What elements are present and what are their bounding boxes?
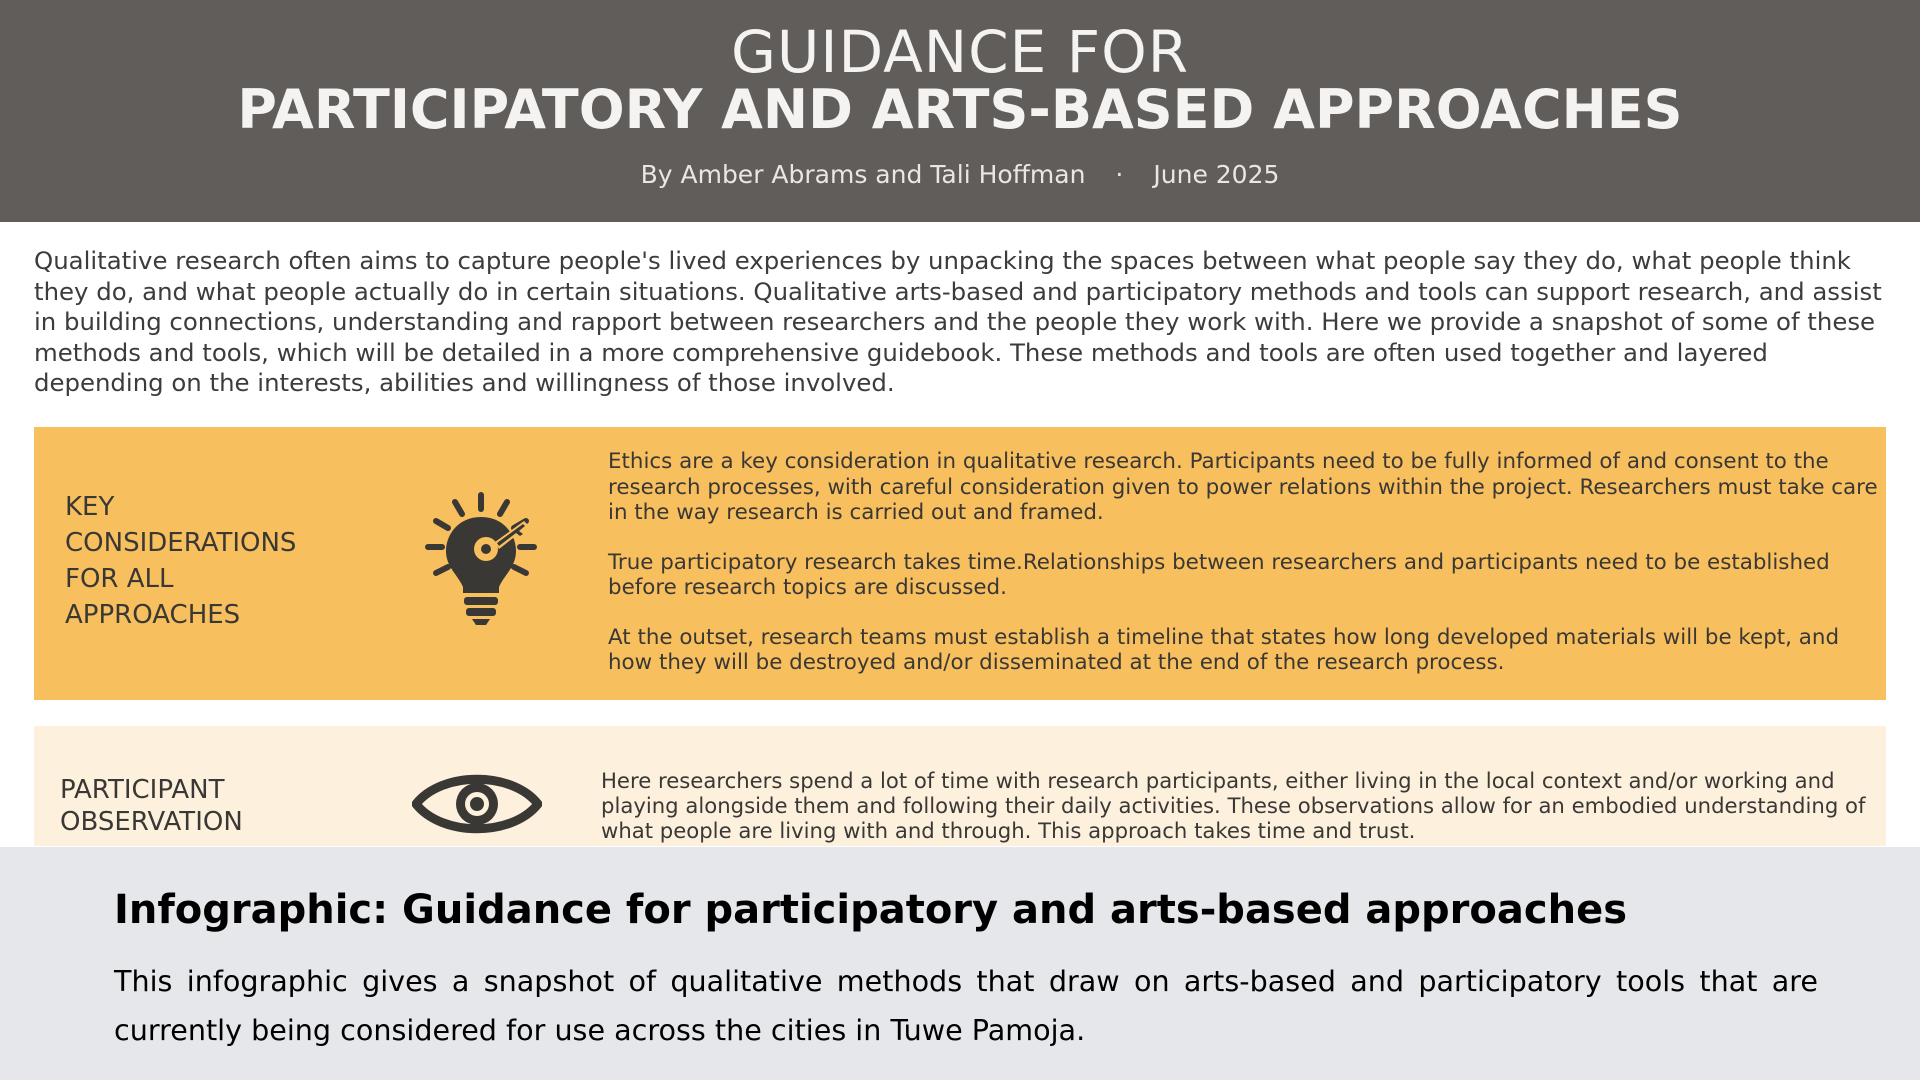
caption-panel [0,847,1920,1080]
infographic-header [0,0,1920,222]
byline-separator: · [1115,160,1124,189]
caption-title: Infographic: Guidance for participatory and arts-based approaches [114,887,1628,933]
label-line: KEY [65,492,115,522]
label-line: PARTICIPANT [60,775,225,805]
participant-observation-section [34,726,1886,846]
paragraph-timeline: At the outset, research teams must establish a timeline that states how long developed materials will be kept, and how they will be destroyed and/or disseminated at the end of the research process. [608,624,1840,675]
label-line: FOR ALL [65,564,174,594]
participant-observation-text [601,768,1871,843]
section-label-participant-observation [60,774,360,838]
eye-icon [412,769,542,839]
byline [0,160,1920,189]
label-line: OBSERVATION [60,807,243,837]
paragraph-time: True participatory research takes time.Relationships between researchers and participants need to be established before research topics are discussed. [608,549,1830,600]
section-label-key-considerations [65,489,365,633]
key-considerations-text [608,449,1878,700]
lightbulb-key-icon [406,487,556,637]
key-considerations-section [34,427,1886,700]
intro-paragraph: Qualitative research often aims to capture people's lived experiences by unpacking the spaces between what people say they do, what people think they do, and what people actually do in certain situations. Qualitative arts-based and participatory methods and tools can support research, and assist in building connections, understanding and rapport between researchers and the people they work with. Here we provide a snapshot of some of these methods and tools, which will be detailed in a more comprehensive guidebook. These methods and tools are often used together and layered depending on the interests, abilities and willingness of those involved. [34,246,1882,397]
label-line: APPROACHES [65,600,241,630]
authors: By Amber Abrams and Tali Hoffman [640,160,1086,189]
paragraph-ethics: Ethics are a key consideration in qualitative research. Participants need to be fully informed of and consent to the research processes, with careful consideration given to power relations within the project. Researchers must take care in the way research is carried out and framed. [608,449,1878,525]
title-line-2: PARTICIPATORY AND ARTS-BASED APPROACHES [237,78,1683,141]
publication-date: June 2025 [1153,160,1280,189]
paragraph-observation: Here researchers spend a lot of time with research participants, either living in the local context and/or working and playing alongside them and following their daily activities. These observations allow for an embodied understanding of what people are living with and through. This approach takes time and trust. [601,768,1866,843]
label-line: CONSIDERATIONS [65,528,297,558]
caption-description: This infographic gives a snapshot of qualitative methods that draw on arts-based and participatory tools that are currently being considered for use across the cities in Tuwe Pamoja. [114,964,1818,1047]
title-line-1: GUIDANCE FOR [730,18,1190,86]
